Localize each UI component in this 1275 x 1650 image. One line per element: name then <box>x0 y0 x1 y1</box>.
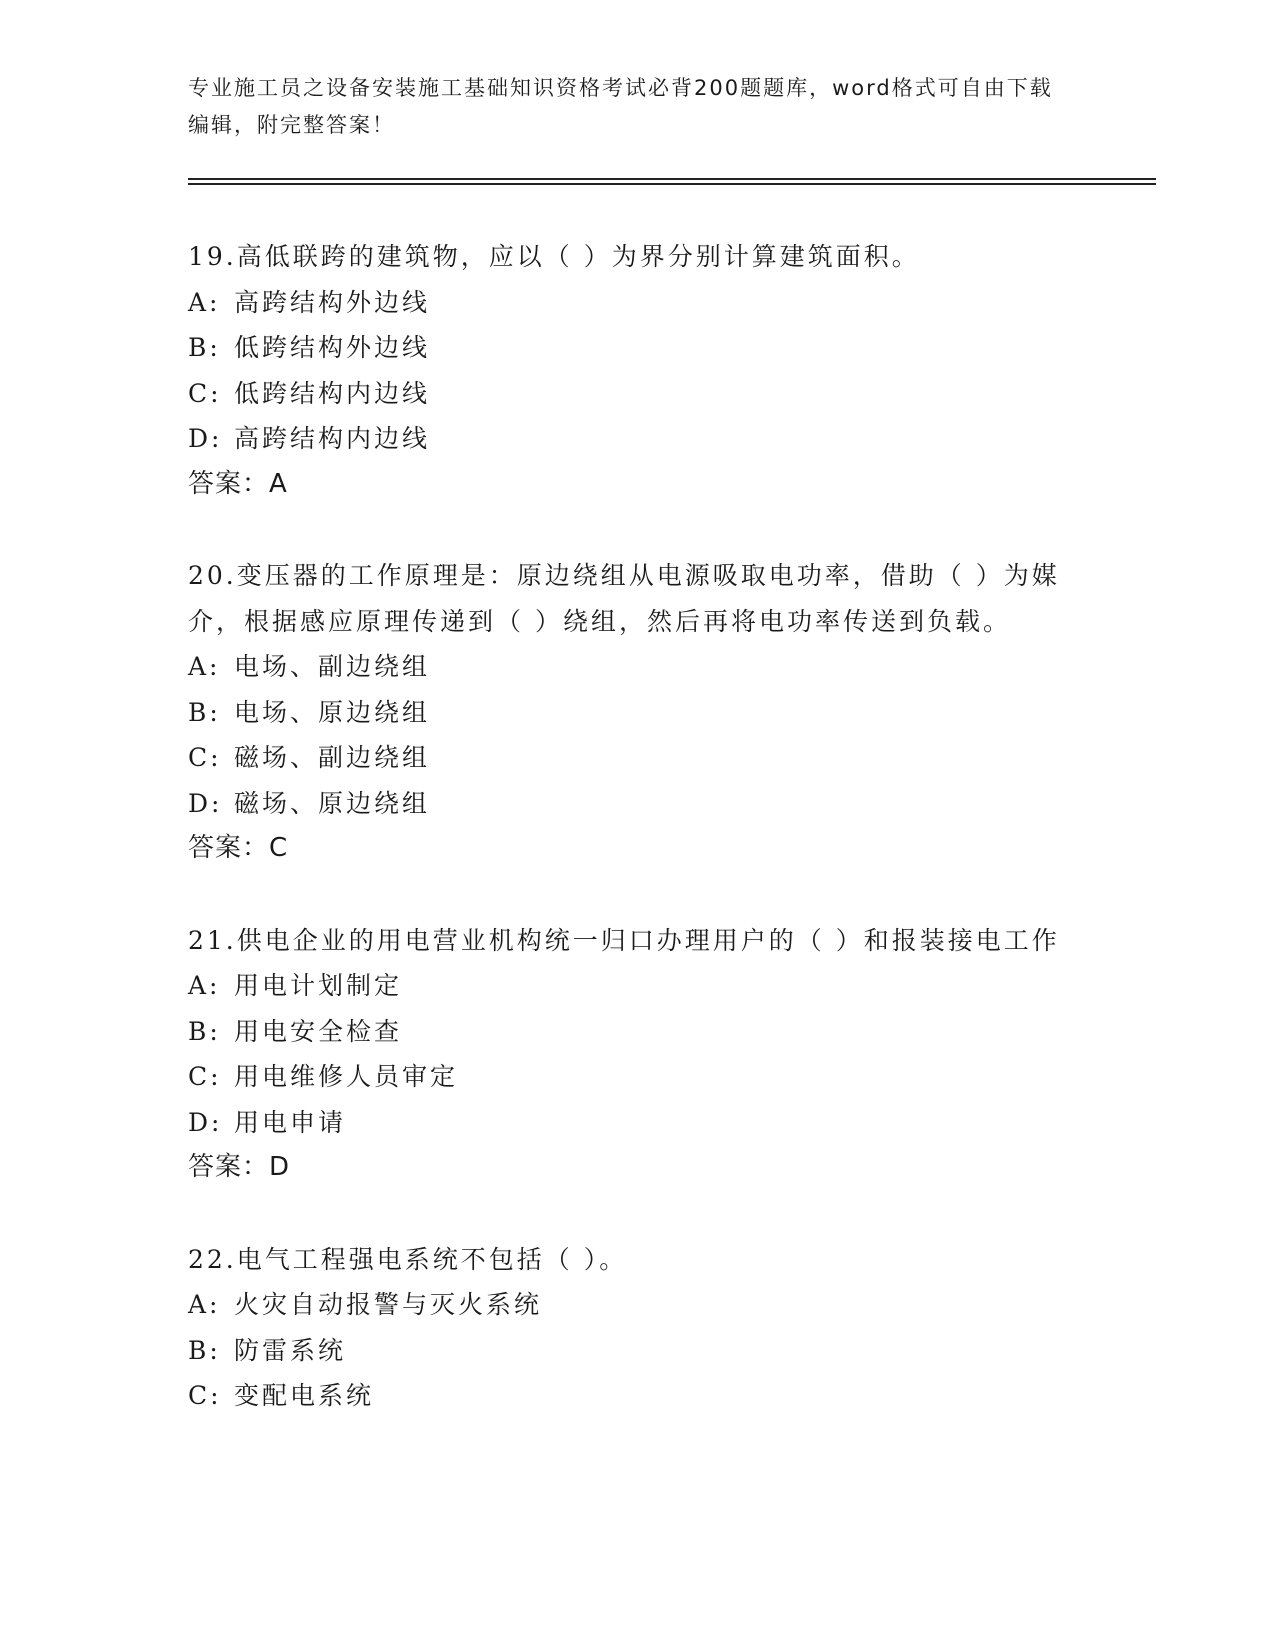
option-key: B: <box>188 1335 221 1365</box>
option-b <box>188 690 1088 736</box>
option-c <box>188 735 1088 781</box>
option-text: 高跨结构外边线 <box>234 287 431 317</box>
option-c <box>188 1373 1088 1419</box>
question-stem: 21.供电企业的用电营业机构统一归口办理用户的（ ）和报装接电工作 <box>188 925 1060 955</box>
option-key: C: <box>188 1381 222 1410</box>
option-text: 电场、副边绕组 <box>234 652 431 681</box>
option-a <box>188 1282 1088 1328</box>
option-text: 火灾自动报警与灭火系统 <box>234 1290 543 1319</box>
question-20 <box>188 553 1088 872</box>
option-text: 电场、原边绕组 <box>234 697 431 727</box>
option-text: 用电维修人员审定 <box>234 1062 459 1091</box>
answer: 答案：A <box>188 468 288 499</box>
option-key: C: <box>188 743 222 772</box>
question-stem: 20.变压器的工作原理是：原边绕组从电源吸取电功率，借助（ ）为媒介，根据感应原理传递到（ ）绕组，然后再将电功率传送到负载。 <box>188 561 1060 636</box>
option-key: A: <box>188 971 221 1000</box>
option-key: A: <box>188 287 221 317</box>
option-d <box>188 416 1088 462</box>
option-b <box>188 1009 1088 1055</box>
option-text: 防雷系统 <box>234 1335 347 1365</box>
option-text: 用电安全检查 <box>234 1016 403 1046</box>
option-d <box>188 781 1088 827</box>
option-key: D: <box>188 424 223 453</box>
option-text: 低跨结构外边线 <box>234 333 431 362</box>
page-header <box>188 70 1068 144</box>
option-key: B: <box>188 333 221 362</box>
option-key: D: <box>188 788 223 818</box>
option-text: 用电申请 <box>234 1107 347 1137</box>
option-c <box>188 1054 1088 1100</box>
option-text: 变配电系统 <box>234 1381 375 1410</box>
header-divider <box>188 178 1156 180</box>
option-a <box>188 963 1088 1009</box>
option-text: 磁场、原边绕组 <box>234 788 431 818</box>
option-text: 低跨结构内边线 <box>234 378 431 408</box>
option-b <box>188 1328 1088 1374</box>
question-21 <box>188 918 1088 1191</box>
question-22 <box>188 1237 1088 1419</box>
header-divider-second <box>188 183 1156 185</box>
answer: 答案：C <box>188 833 289 863</box>
option-key: B: <box>188 1016 221 1046</box>
option-key: C: <box>188 378 222 408</box>
option-key: A: <box>188 652 221 681</box>
option-key: D: <box>188 1107 223 1137</box>
option-c <box>188 371 1088 417</box>
option-text: 高跨结构内边线 <box>234 424 431 453</box>
option-key: A: <box>188 1290 221 1319</box>
option-b <box>188 325 1088 371</box>
question-19 <box>188 234 1088 507</box>
question-stem: 19.高低联跨的建筑物，应以（ ）为界分别计算建筑面积。 <box>188 242 920 271</box>
option-text: 磁场、副边绕组 <box>234 743 431 772</box>
option-d <box>188 1100 1088 1146</box>
option-key: C: <box>188 1062 222 1091</box>
option-text: 用电计划制定 <box>234 971 403 1000</box>
question-stem: 22.电气工程强电系统不包括（ ）。 <box>188 1244 628 1274</box>
question-list <box>188 234 1088 1465</box>
option-a <box>188 280 1088 326</box>
option-a <box>188 644 1088 690</box>
option-key: B: <box>188 697 221 727</box>
answer: 答案：D <box>188 1152 291 1182</box>
document-title: 专业施工员之设备安装施工基础知识资格考试必背200题题库，word格式可自由下载编辑，附完整答案！ <box>188 76 1053 137</box>
